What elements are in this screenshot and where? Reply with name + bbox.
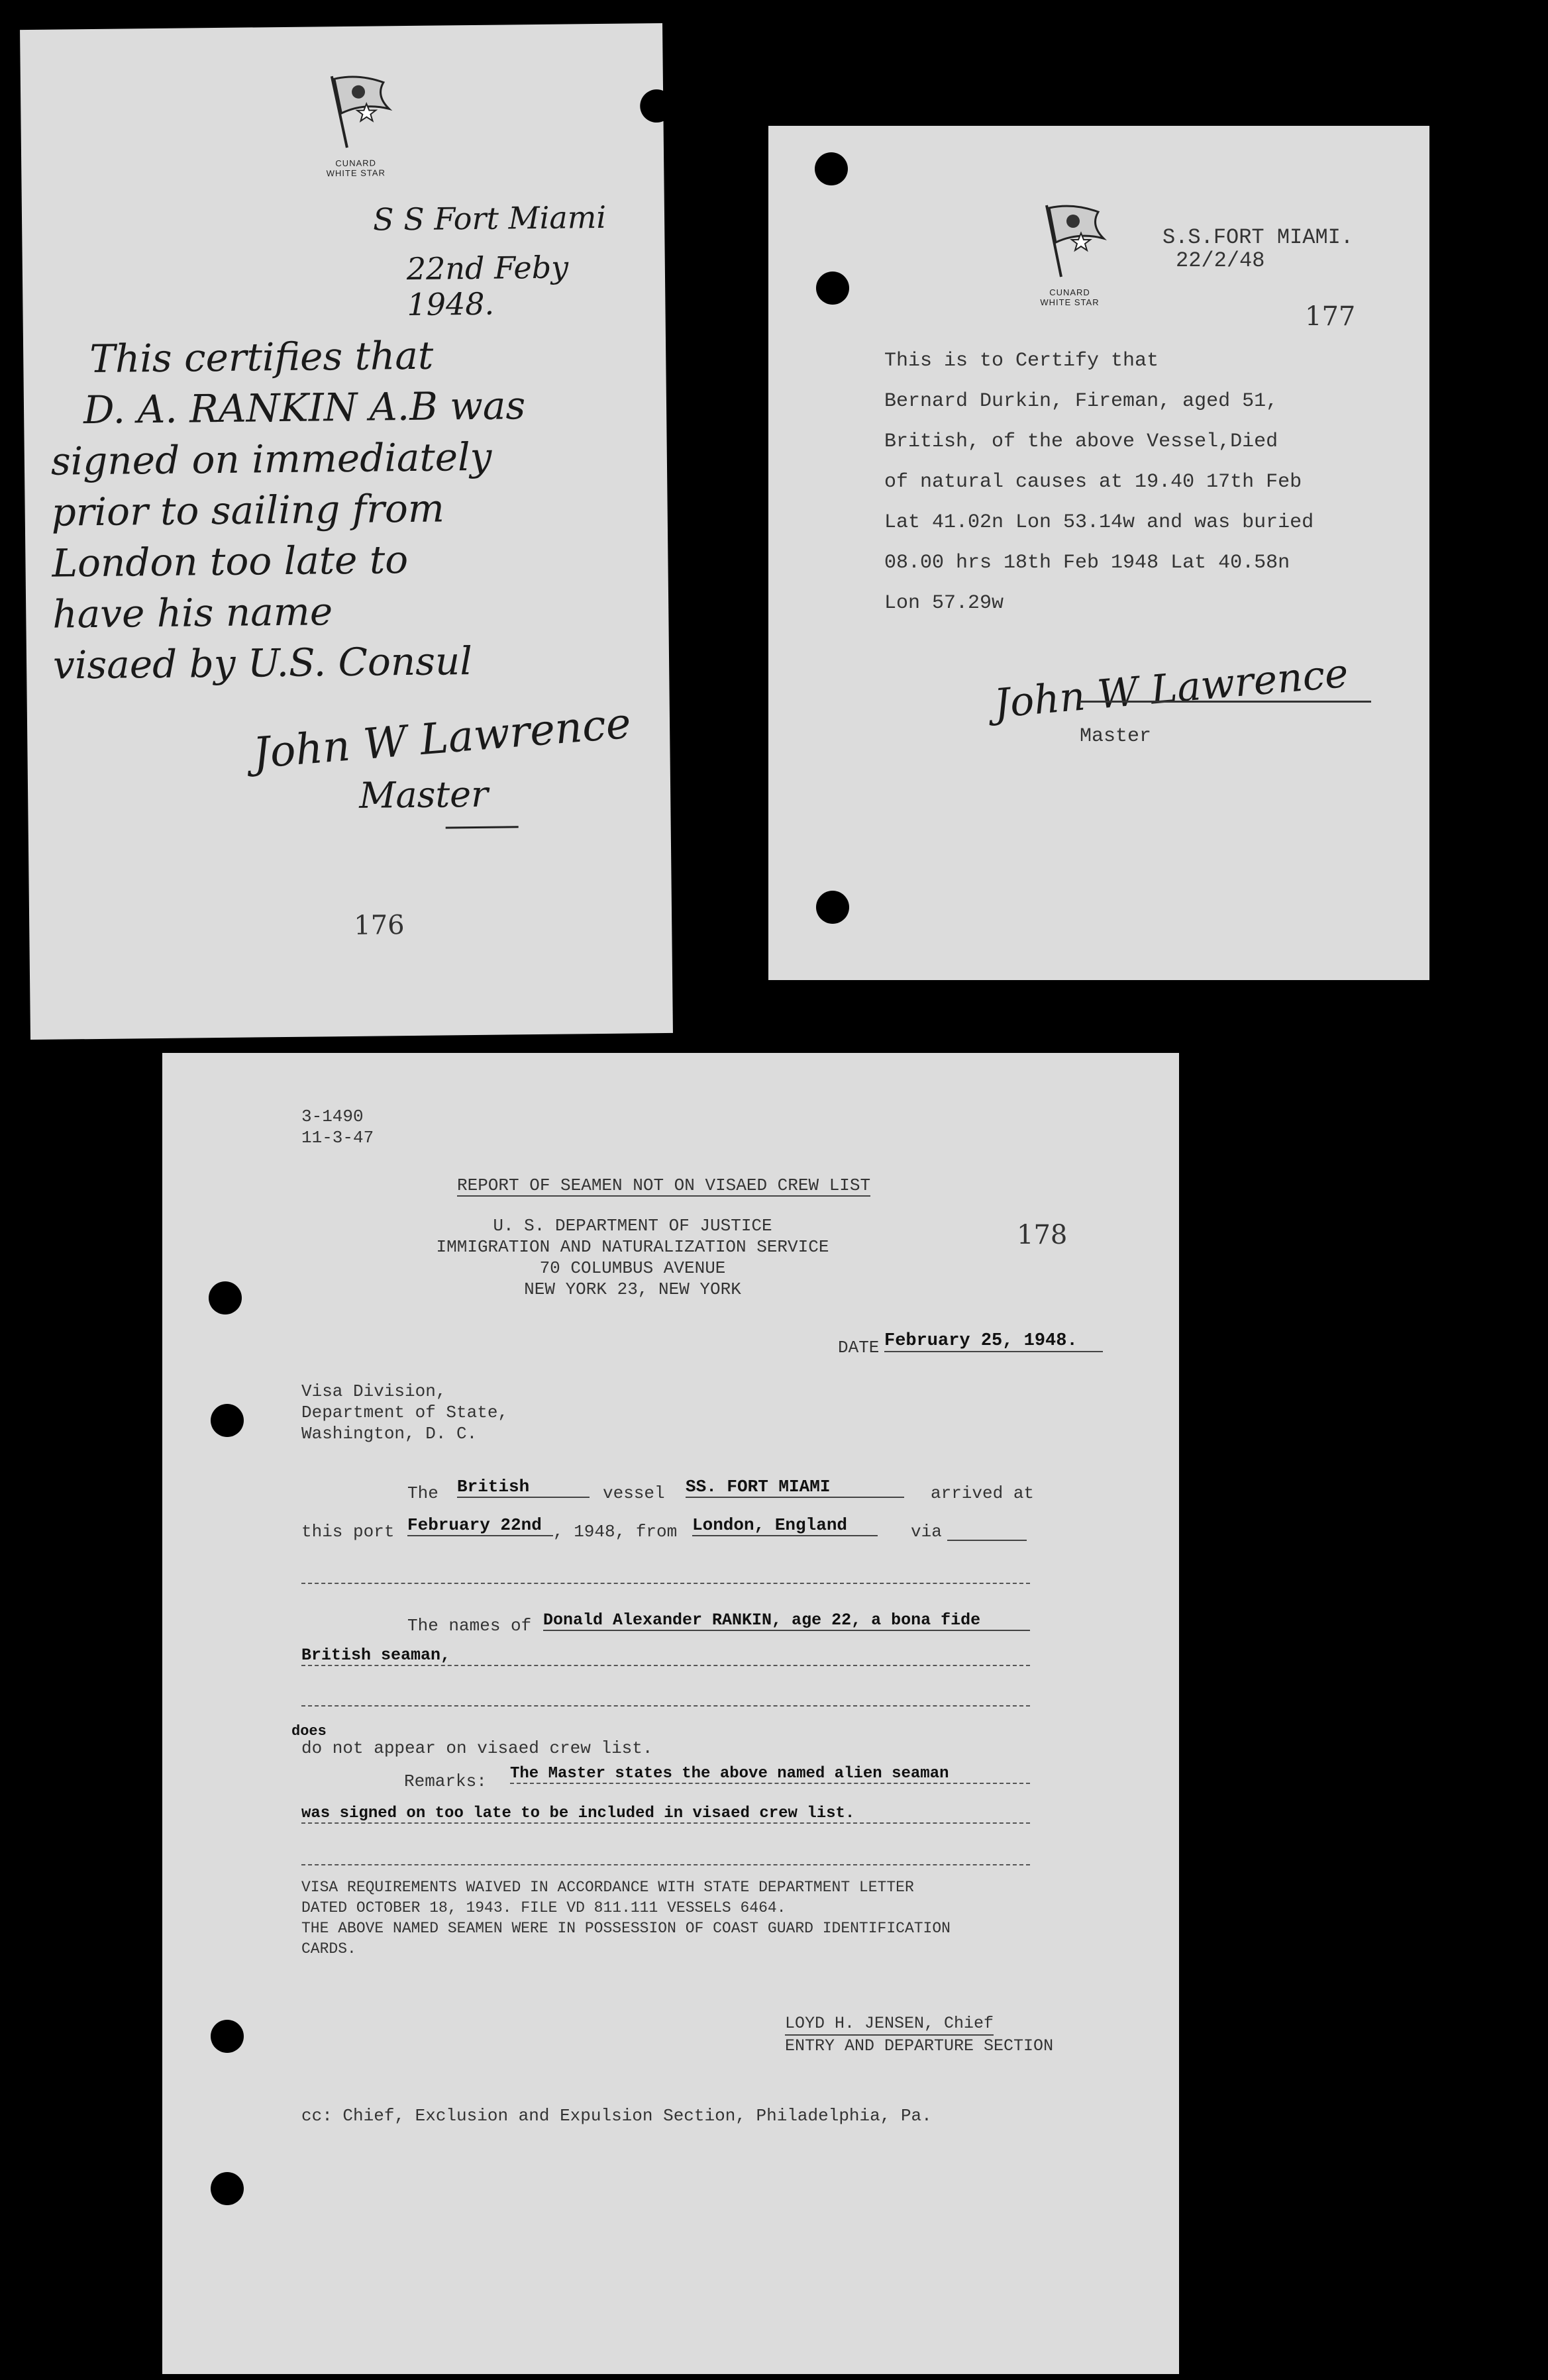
addressee-line: Department of State, xyxy=(301,1403,509,1422)
waiver-line: CARDS. xyxy=(301,1940,356,1958)
remarks-line2: was signed on too late to be included in visaed crew list. xyxy=(301,1805,1030,1824)
addressee-line: Visa Division, xyxy=(301,1381,446,1401)
logo-caption-line2: WHITE STAR xyxy=(326,168,386,179)
agency-line: NEW YORK 23, NEW YORK xyxy=(524,1279,741,1299)
agency-line: 70 COLUMBUS AVENUE xyxy=(539,1258,726,1278)
vessel-label: vessel xyxy=(603,1483,665,1503)
logo-caption-line1: CUNARD xyxy=(1049,287,1090,297)
year-from-label: , 1948, from xyxy=(553,1522,678,1542)
body-line: of natural causes at 19.40 17th Feb xyxy=(884,471,1302,493)
agency-address xyxy=(427,1215,838,1300)
nationality-field: British xyxy=(457,1477,590,1498)
page-number: 177 xyxy=(1305,301,1356,332)
logo-caption-line2: WHITE STAR xyxy=(1040,297,1100,307)
names-label: The names of xyxy=(407,1616,532,1636)
addressee-line: Washington, D. C. xyxy=(301,1424,478,1444)
arrived-label: arrived at xyxy=(931,1483,1035,1503)
body-line: visaed by U.S. Consul xyxy=(52,638,473,688)
signature: John W Lawrence xyxy=(251,699,633,779)
body-line: have his name xyxy=(52,589,333,637)
body-line: signed on immediately xyxy=(50,434,492,484)
arrival-date-field: February 22nd xyxy=(407,1515,553,1536)
agency-line: U. S. DEPARTMENT OF JUSTICE xyxy=(493,1216,772,1236)
page-number: 178 xyxy=(1017,1220,1068,1250)
cunard-white-star-flag-icon xyxy=(305,62,405,156)
punch-hole xyxy=(816,272,849,305)
typed-certificate-177 xyxy=(768,126,1429,980)
form-id xyxy=(301,1106,374,1148)
logo-caption-line1: CUNARD xyxy=(335,158,377,169)
page-number: 176 xyxy=(353,910,405,941)
ins-report-form-178 xyxy=(162,1053,1179,2374)
form-number: 3-1490 xyxy=(301,1107,364,1126)
place-handwritten: S S Fort Miami xyxy=(372,199,607,238)
seaman-name-line2: British seaman, xyxy=(301,1646,1030,1666)
body-line: This certifies that xyxy=(89,332,434,382)
seaman-name-line1: Donald Alexander RANKIN, age 22, a bona fide xyxy=(543,1611,1030,1631)
punch-hole xyxy=(211,2172,244,2205)
waiver-line: THE ABOVE NAMED SEAMEN WERE IN POSSESSION OF COAST GUARD IDENTIFICATION xyxy=(301,1920,951,1937)
punch-hole xyxy=(211,2020,244,2053)
punch-hole xyxy=(815,152,848,185)
punch-hole xyxy=(816,891,849,924)
port-label: this port xyxy=(301,1522,395,1542)
addressee xyxy=(301,1381,508,1444)
letter-date: 22/2/48 xyxy=(1176,248,1265,273)
cunard-logo xyxy=(305,62,406,179)
signer-block xyxy=(785,2013,1053,2057)
cc-line: cc: Chief, Exclusion and Expulsion Section, Philadelphia, Pa. xyxy=(301,2106,932,2126)
agency-line: IMMIGRATION AND NATURALIZATION SERVICE xyxy=(436,1237,829,1257)
signature-line xyxy=(1080,701,1371,703)
waiver-line: VISA REQUIREMENTS WAIVED IN ACCORDANCE WITH STATE DEPARTMENT LETTER xyxy=(301,1879,914,1896)
form-date: 11-3-47 xyxy=(301,1128,374,1148)
waiver-line: DATED OCTOBER 18, 1943. FILE VD 811.111 VESSELS 6464. xyxy=(301,1899,786,1916)
body-line: Bernard Durkin, Fireman, aged 51, xyxy=(884,390,1278,413)
certificate-body xyxy=(50,328,663,691)
signer-section: ENTRY AND DEPARTURE SECTION xyxy=(785,2036,1054,2056)
body-line: London too late to xyxy=(52,537,409,586)
certificate-body xyxy=(884,341,1314,624)
origin-field: London, England xyxy=(692,1515,878,1536)
body-line: prior to sailing from xyxy=(51,485,445,535)
does-handwritten: does xyxy=(291,1723,327,1740)
punch-hole xyxy=(209,1281,242,1314)
body-line: British, of the above Vessel,Died xyxy=(884,430,1278,453)
date-value: February 25, 1948. xyxy=(884,1331,1103,1352)
date-label: DATE xyxy=(838,1338,880,1358)
signature-title: Master xyxy=(1080,725,1152,748)
blank-line xyxy=(301,1864,1030,1865)
signature-title: Master xyxy=(358,773,489,817)
punch-hole xyxy=(640,89,674,123)
signature: John W Lawrence xyxy=(992,650,1351,728)
body-line: 08.00 hrs 18th Feb 1948 Lat 40.58n xyxy=(884,552,1290,574)
via-field xyxy=(947,1540,1027,1541)
signer-name: LOYD H. JENSEN, Chief xyxy=(785,2013,994,2036)
body-line: D. A. RANKIN A.B was xyxy=(83,383,526,433)
waiver-text xyxy=(301,1877,951,1959)
signature-underline xyxy=(446,826,519,828)
form-title: REPORT OF SEAMEN NOT ON VISAED CREW LIST xyxy=(457,1175,871,1195)
vessel-field: SS. FORT MIAMI xyxy=(686,1477,904,1498)
punch-hole xyxy=(211,1404,244,1437)
date-handwritten: 22nd Feby 1948. xyxy=(406,249,569,323)
body-line: Lon 57.29w xyxy=(884,592,1004,615)
the-label: The xyxy=(407,1483,439,1503)
remarks-label: Remarks: xyxy=(404,1771,487,1791)
blank-line xyxy=(301,1705,1030,1707)
handwritten-certificate-176 xyxy=(20,23,673,1040)
body-line: Lat 41.02n Lon 53.14w and was buried xyxy=(884,511,1314,534)
vessel-name: S.S.FORT MIAMI. xyxy=(1162,225,1354,250)
cunard-logo xyxy=(1020,192,1119,307)
cunard-white-star-flag-icon xyxy=(1020,192,1119,285)
via-label: via xyxy=(911,1522,942,1542)
blank-line xyxy=(301,1583,1030,1584)
body-line: This is to Certify that xyxy=(884,350,1159,372)
remarks-line1: The Master states the above named alien seaman xyxy=(510,1765,1030,1784)
not-appear-text: do not appear on visaed crew list. xyxy=(301,1738,653,1758)
